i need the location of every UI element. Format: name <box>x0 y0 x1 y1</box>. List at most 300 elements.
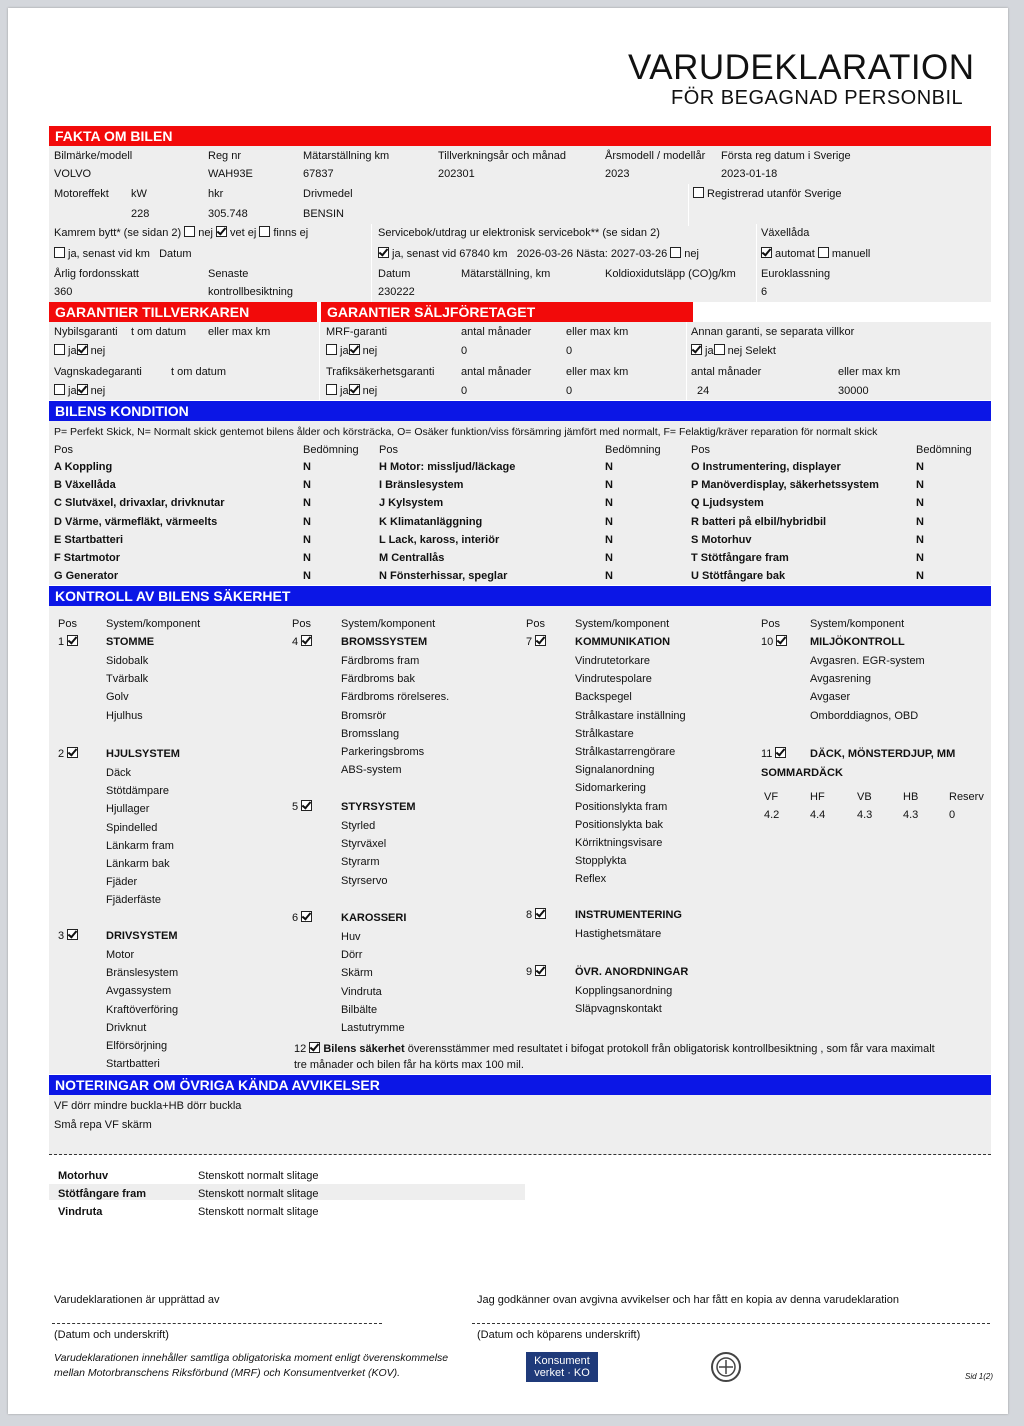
checkbox-checked-icon[interactable] <box>301 635 312 646</box>
tire-position-label: VB <box>857 791 872 803</box>
condition-item-rating: N <box>303 497 311 509</box>
group-number: 5 <box>292 801 299 813</box>
checkbox-icon[interactable] <box>326 384 337 395</box>
label-months-2: antal månader <box>461 366 532 378</box>
group-number: 8 <box>526 909 533 921</box>
label-months: antal månader <box>461 326 532 338</box>
divider <box>688 184 689 226</box>
checkbox-checked-icon[interactable] <box>216 226 227 237</box>
value-odo: 67837 <box>303 168 334 180</box>
kondition-pos-3: Pos <box>691 444 710 456</box>
group-number-4 <box>292 635 315 649</box>
tire-position-label: HB <box>903 791 919 803</box>
component-item: Hjulhus <box>106 709 143 722</box>
component-item: Färdbroms fram <box>341 655 420 667</box>
checkbox-checked-icon[interactable] <box>378 247 389 258</box>
group-number-8 <box>526 908 549 922</box>
label-annan-months: antal månader <box>691 366 762 378</box>
value-mfg: 202301 <box>438 168 475 180</box>
component-item: Startbatteri <box>106 1058 160 1071</box>
condition-item-label: D Värme, värmefläkt, värmeelts <box>54 516 218 528</box>
component-item: Bromsrör <box>341 709 387 722</box>
group-number: 3 <box>58 930 65 942</box>
gearbox-row <box>761 247 870 261</box>
label-last-inspection-2: kontrollbesiktning <box>208 286 293 298</box>
component-item: Avgasren. EGR-system <box>810 655 925 667</box>
label-service: Servicebok/utdrag ur elektronisk servicebok** (se sidan 2) <box>378 227 660 239</box>
section-header-fakta: FAKTA OM BILEN <box>49 126 991 146</box>
timing-finns-ej: finns ej <box>273 227 309 239</box>
value-kw: 228 <box>131 208 150 220</box>
component-item: Avgassystem <box>106 985 172 998</box>
document-title: VARUDEKLARATION <box>628 48 975 87</box>
group-number: 4 <box>292 636 299 648</box>
value-reg: WAH93E <box>208 168 253 180</box>
label-maxkm: eller max km <box>208 326 271 338</box>
value-first-reg: 2023-01-18 <box>721 168 778 180</box>
label-date: Datum <box>378 268 411 280</box>
vagn-nej: nej <box>90 385 106 397</box>
value-annan-km: 30000 <box>838 385 869 397</box>
condition-item-label: Q Ljudsystem <box>691 497 764 509</box>
component-item: Omborddiagnos, OBD <box>810 709 919 722</box>
section-header-garantier-saljare: GARANTIER SÄLJFÖRETAGET <box>321 302 693 322</box>
timing-ja-row <box>54 247 192 261</box>
label-last-inspection: Senaste <box>208 268 249 280</box>
component-item: Länkarm bak <box>106 858 170 870</box>
checkbox-icon[interactable] <box>693 187 704 198</box>
condition-item-label: K Klimatanläggning <box>379 516 483 528</box>
component-item: Tvärbalk <box>106 673 149 686</box>
timing-belt-row <box>54 226 308 240</box>
condition-item-rating: N <box>303 570 311 582</box>
checkbox-icon[interactable] <box>259 226 270 237</box>
checkbox-icon[interactable] <box>326 344 337 355</box>
label-reg: Reg nr <box>208 150 242 162</box>
group-number-7 <box>526 635 549 649</box>
component-item: Vindrutespolare <box>575 673 652 686</box>
condition-item-label: U Stötfångare bak <box>691 570 786 582</box>
group-title: BROMSSYSTEM <box>341 636 428 648</box>
value-annan-months: 24 <box>697 385 710 397</box>
checkbox-checked-icon[interactable] <box>535 965 546 976</box>
component-item: Dörr <box>341 949 363 962</box>
component-item: Fjäder <box>106 876 138 889</box>
checkbox-checked-icon[interactable] <box>535 635 546 646</box>
trafik-ja: ja <box>340 385 349 397</box>
condition-item-label: N Fönsterhissar, speglar <box>379 570 508 582</box>
timing-ja: ja, senast vid km <box>68 248 150 260</box>
group-number: 11 <box>761 748 773 760</box>
component-item: Färdbroms rörelseres. <box>341 691 450 704</box>
nybil-nej: nej <box>90 345 106 357</box>
component-item: Bilbälte <box>341 1003 378 1016</box>
group-number: 2 <box>58 748 65 760</box>
tire-summer-label: SOMMARDÄCK <box>761 767 843 779</box>
condition-item-label: R batteri på elbil/hybridbil <box>691 516 827 528</box>
trafik-checkboxes <box>326 384 377 398</box>
tire-depth-value: 4.4 <box>810 809 826 821</box>
note-line-2: Små repa VF skärm <box>54 1119 152 1131</box>
condition-item-label: P Manöverdisplay, säkerhetssystem <box>691 479 879 491</box>
component-item: Lastutrymme <box>341 1022 405 1034</box>
label-maxkm2: eller max km <box>566 326 629 338</box>
note-row-value: Stenskott normalt slitage <box>198 1206 319 1218</box>
component-item: Reflex <box>575 873 607 886</box>
checkbox-checked-icon[interactable] <box>301 911 312 922</box>
condition-item-label: C Slutväxel, drivaxlar, drivknutar <box>54 497 225 509</box>
component-item: Släpvagnskontakt <box>575 1003 662 1016</box>
safety-text: överensstämmer med resultatet i bifogat protokoll från obligatorisk kontrollbesiktning , som får vara maximalt <box>407 1043 935 1055</box>
checkbox-icon[interactable] <box>54 384 65 395</box>
checkbox-icon[interactable] <box>54 344 65 355</box>
group-number: 10 <box>761 636 774 648</box>
logo-line-2: verket · KO <box>534 1367 590 1379</box>
component-item: Avgaser <box>810 691 851 704</box>
condition-item-rating: N <box>605 516 613 528</box>
condition-item-rating: N <box>303 479 311 491</box>
safety-text-2: tre månader och bilen får ha körts max 100 mil. <box>294 1059 524 1071</box>
trafik-nej: nej <box>362 385 378 397</box>
kontroll-sys-2: System/komponent <box>341 618 436 630</box>
section-header-kontroll: KONTROLL AV BILENS SÄKERHET <box>49 586 991 606</box>
kontroll-sys-3: System/komponent <box>575 618 670 630</box>
checkbox-checked-icon[interactable] <box>691 344 702 355</box>
checkbox-checked-icon[interactable] <box>77 344 88 355</box>
signature-line-seller[interactable] <box>52 1323 382 1324</box>
condition-item-rating: N <box>916 461 924 473</box>
component-item: ABS-system <box>341 764 402 777</box>
group-number: 7 <box>526 636 533 648</box>
annan-checkboxes <box>691 344 776 358</box>
safety-pos: 12 <box>294 1043 307 1055</box>
footer-note-1: Varudeklarationen innehåller samtliga obligatoriska moment enligt överenskommelse <box>54 1352 449 1364</box>
document-page <box>8 8 1008 1414</box>
condition-item-rating: N <box>605 479 613 491</box>
component-item: Länkarm fram <box>106 839 174 852</box>
section-header-kondition: BILENS KONDITION <box>49 401 991 421</box>
checkbox-checked-icon[interactable] <box>77 384 88 395</box>
note-row-label: Motorhuv <box>58 1170 109 1182</box>
condition-item-rating: N <box>605 497 613 509</box>
annan-nej: nej Selekt <box>727 345 776 357</box>
divider <box>319 322 320 400</box>
label-trafik: Trafiksäkerhetsgaranti <box>326 366 435 378</box>
checkbox-icon[interactable] <box>54 247 65 258</box>
condition-item-label: H Motor: missljud/läckage <box>379 461 516 473</box>
component-item: Positionslykta fram <box>575 800 668 813</box>
component-item: Positionslykta bak <box>575 818 664 831</box>
signature-caption-right: (Datum och köparens underskrift) <box>477 1329 641 1341</box>
mrf-nej: nej <box>362 345 378 357</box>
kontroll-pos-4: Pos <box>761 618 780 630</box>
component-item: Vindrutetorkare <box>575 655 651 667</box>
condition-item-rating: N <box>605 534 613 546</box>
label-mfg: Tillverkningsår och månad <box>438 150 566 162</box>
group-title: INSTRUMENTERING <box>575 909 682 921</box>
group-title: DRIVSYSTEM <box>106 930 178 942</box>
kontroll-sys-4: System/komponent <box>810 618 905 630</box>
group-number-6 <box>292 911 315 925</box>
checkbox-icon[interactable] <box>714 344 725 355</box>
condition-item-rating: N <box>303 516 311 528</box>
condition-item-label: M Centrallås <box>379 552 445 564</box>
tire-position-label: VF <box>764 791 779 803</box>
label-tom2: t om datum <box>171 366 227 378</box>
checkbox-checked-icon[interactable] <box>309 1042 320 1053</box>
group-number-3 <box>58 929 81 943</box>
group-title: KAROSSERI <box>341 912 407 924</box>
divider <box>371 224 372 302</box>
safety-bold: Bilens säkerhet <box>323 1043 405 1055</box>
tire-depth-value: 4.3 <box>903 809 919 821</box>
checkbox-checked-icon[interactable] <box>67 747 78 758</box>
component-item: Styrväxel <box>341 838 387 851</box>
label-timing: Kamrem bytt* (se sidan 2) <box>54 227 182 239</box>
document-subtitle: FÖR BEGAGNAD PERSONBIL <box>671 87 964 109</box>
value-euro: 6 <box>761 286 768 298</box>
condition-item-rating: N <box>916 552 924 564</box>
signature-caption-left: (Datum och underskrift) <box>54 1329 169 1341</box>
vagn-ja: ja <box>68 385 77 397</box>
tire-depth-value: 0 <box>949 809 956 821</box>
value-mrf-km: 0 <box>566 345 573 357</box>
checkbox-checked-icon[interactable] <box>67 929 78 940</box>
condition-item-rating: N <box>916 497 924 509</box>
label-vagn: Vagnskadegaranti <box>54 366 142 378</box>
label-annan-km: eller max km <box>838 366 901 378</box>
gearbox-auto: automat <box>775 248 815 260</box>
label-hk: hkr <box>208 188 224 200</box>
component-item: Strålkastare inställning <box>575 709 686 722</box>
component-item: Elförsörjning <box>106 1040 168 1052</box>
note-row-value: Stenskott normalt slitage <box>198 1188 319 1200</box>
footer-left-label: Varudeklarationen är upprättad av <box>54 1294 220 1306</box>
condition-item-label: I Bränslesystem <box>379 479 464 491</box>
kontroll-pos-2: Pos <box>292 618 311 630</box>
checkbox-checked-icon[interactable] <box>775 747 786 758</box>
kontroll-pos-3: Pos <box>526 618 545 630</box>
condition-item-label: S Motorhuv <box>691 534 752 546</box>
label-odo2: Mätarställning, km <box>461 268 551 280</box>
component-item: Sidobalk <box>106 655 149 667</box>
component-item: Spindelled <box>106 821 158 834</box>
component-item: Bromsslang <box>341 727 400 740</box>
condition-item-label: A Koppling <box>54 461 113 473</box>
component-item: Styrarm <box>341 856 380 869</box>
annan-ja: ja <box>705 345 714 357</box>
condition-item-label: G Generator <box>54 570 119 582</box>
label-maxkm-3: eller max km <box>566 366 629 378</box>
tire-depth-value: 4.2 <box>764 809 780 821</box>
component-item: Skärm <box>341 967 373 980</box>
group-title: STYRSYSTEM <box>341 801 416 813</box>
dashed-divider <box>49 1154 991 1155</box>
label-mrf: MRF-garanti <box>326 326 388 338</box>
kondition-pos-2: Pos <box>379 444 398 456</box>
logo-line-1: Konsument <box>534 1355 590 1367</box>
timing-vet-ej: vet ej <box>229 227 257 239</box>
group-number: 9 <box>526 966 533 978</box>
kontroll-pos-1: Pos <box>58 618 77 630</box>
group-title: HJULSYSTEM <box>106 748 180 760</box>
label-model-year: Årsmodell / modellår <box>605 150 706 162</box>
group-title: DÄCK, MÖNSTERDJUP, MM <box>810 748 956 760</box>
label-power: Motoreffekt <box>54 188 109 200</box>
label-make: Bilmärke/modell <box>54 150 133 162</box>
service-ja-row <box>378 247 699 261</box>
component-item: Strålkastare <box>575 727 634 740</box>
component-item: Kraftöverföring <box>106 1003 179 1016</box>
condition-item-label: E Startbatteri <box>54 534 124 546</box>
condition-item-rating: N <box>605 461 613 473</box>
checkbox-checked-icon[interactable] <box>349 344 360 355</box>
component-item: Strålkastarrengörare <box>575 746 676 758</box>
kontroll-sys-1: System/komponent <box>106 618 201 630</box>
group-number-9 <box>526 965 549 979</box>
component-item: Motor <box>106 949 135 961</box>
group-number-5 <box>292 800 315 814</box>
signature-line-buyer[interactable] <box>472 1323 990 1324</box>
timing-date: Datum <box>159 248 192 260</box>
condition-item-rating: N <box>916 534 924 546</box>
value-fuel: BENSIN <box>303 208 344 220</box>
note-line-1: VF dörr mindre buckla+HB dörr buckla <box>54 1100 242 1112</box>
checkbox-icon[interactable] <box>184 226 195 237</box>
component-item: Bränslesystem <box>106 967 179 980</box>
nybil-ja: ja <box>68 345 77 357</box>
checkbox-checked-icon[interactable] <box>776 635 787 646</box>
value-make: VOLVO <box>54 168 92 180</box>
condition-item-rating: N <box>605 552 613 564</box>
divider <box>756 224 757 302</box>
label-annan: Annan garanti, se separata villkor <box>691 326 855 338</box>
label-first-reg: Första reg datum i Sverige <box>721 150 851 162</box>
group-title: MILJÖKONTROLL <box>810 636 905 648</box>
component-item: Vindruta <box>341 985 382 998</box>
group-title: ÖVR. ANORDNINGAR <box>575 966 689 978</box>
condition-item-label: B Växellåda <box>54 479 116 491</box>
nybil-checkboxes <box>54 344 105 358</box>
label-gearbox: Växellåda <box>761 227 810 239</box>
page-number: Sid 1(2) <box>965 1372 994 1381</box>
value-tax: 360 <box>54 286 73 298</box>
component-item: Styrled <box>341 820 376 832</box>
label-tom: t om datum <box>131 326 187 338</box>
reg-outside-checkbox[interactable] <box>693 187 842 201</box>
kondition-bed-3: Bedömning <box>916 444 972 456</box>
value-trafik-km: 0 <box>566 385 573 397</box>
divider <box>686 322 687 400</box>
tire-position-label: HF <box>810 791 825 803</box>
component-item: Färdbroms bak <box>341 673 415 686</box>
checkbox-checked-icon[interactable] <box>761 247 772 258</box>
checkbox-icon[interactable] <box>818 247 829 258</box>
note-row-label: Vindruta <box>58 1206 103 1218</box>
konsumentverket-logo <box>526 1352 598 1382</box>
timing-nej: nej <box>198 227 213 239</box>
condition-item-rating: N <box>303 552 311 564</box>
kondition-bed-2: Bedömning <box>605 444 661 456</box>
group-number: 1 <box>58 636 65 648</box>
component-item: Kopplingsanordning <box>575 985 673 997</box>
safety-statement <box>294 1042 935 1056</box>
component-item: Däck <box>106 767 132 779</box>
group-number-2 <box>58 747 81 761</box>
checkbox-icon[interactable] <box>670 247 681 258</box>
component-item: Drivknut <box>106 1021 147 1034</box>
condition-item-label: F Startmotor <box>54 552 120 564</box>
value-trafik-months: 0 <box>461 385 468 397</box>
group-title: STOMME <box>106 636 155 648</box>
condition-item-label: T Stötfångare fram <box>691 552 789 564</box>
tire-depth-value: 4.3 <box>857 809 873 821</box>
condition-item-rating: N <box>303 534 311 546</box>
service-ja: ja, senast vid 67840 km <box>392 248 508 260</box>
component-item: Styrservo <box>341 874 388 887</box>
note-row-value: Stenskott normalt slitage <box>198 1170 319 1182</box>
label-fuel: Drivmedel <box>303 188 353 200</box>
service-nej: nej <box>684 248 699 260</box>
condition-item-rating: N <box>916 479 924 491</box>
value-mrf-months: 0 <box>461 345 468 357</box>
component-item: Signalanordning <box>575 764 655 777</box>
mrf-ja: ja <box>340 345 349 357</box>
component-item: Avgasrening <box>810 673 871 686</box>
condition-item-label: J Kylsystem <box>379 497 444 509</box>
mrf-checkboxes <box>326 344 377 358</box>
component-item: Golv <box>106 691 129 704</box>
gearbox-manual: manuell <box>831 248 871 260</box>
group-number: 6 <box>292 912 299 924</box>
label-euro: Euroklassning <box>761 268 831 280</box>
label-co2: Koldioxidutsläpp (CO)g/km <box>605 268 736 280</box>
kondition-legend: P= Perfekt Skick, N= Normalt skick gentemot bilens ålder och körsträcka, O= Osäker funktion/viss försämring jämfört med normalt, F= Felaktig/kräver reparation för normalt skick <box>54 426 878 438</box>
condition-item-rating: N <box>916 516 924 528</box>
component-item: Huv <box>341 931 361 943</box>
component-item: Sidomarkering <box>575 782 646 795</box>
component-item: Stopplykta <box>575 855 627 868</box>
label-odo: Mätarställning km <box>303 150 390 162</box>
checkbox-checked-icon[interactable] <box>535 908 546 919</box>
value-model-year: 2023 <box>605 168 630 180</box>
checkbox-checked-icon[interactable] <box>301 800 312 811</box>
component-item: Hastighetsmätare <box>575 928 662 940</box>
label-tax: Årlig fordonsskatt <box>54 268 139 280</box>
reg-outside-label: Registrerad utanför Sverige <box>707 188 842 200</box>
checkbox-checked-icon[interactable] <box>67 635 78 646</box>
mrf-seal-icon <box>708 1351 744 1383</box>
component-item: Stötdämpare <box>106 785 169 798</box>
checkbox-checked-icon[interactable] <box>349 384 360 395</box>
service-dates: 2026-03-26 Nästa: 2027-03-26 <box>516 248 668 260</box>
section-header-noteringar: NOTERINGAR OM ÖVRIGA KÄNDA AVVIKELSER <box>49 1075 991 1095</box>
label-nybil: Nybilsgaranti <box>54 326 118 338</box>
component-item: Backspegel <box>575 691 632 704</box>
condition-item-label: O Instrumentering, displayer <box>691 461 841 473</box>
group-title: KOMMUNIKATION <box>575 636 671 648</box>
component-item: Fjäderfäste <box>106 894 162 907</box>
group-number-11 <box>761 747 789 761</box>
kondition-bed-1: Bedömning <box>303 444 359 456</box>
footer-note-2: mellan Motorbranschens Riksförbund (MRF) och Konsumentverket (KOV). <box>54 1367 401 1379</box>
note-row-label: Stötfångare fram <box>58 1188 147 1200</box>
component-item: Hjullager <box>106 803 150 816</box>
group-number-1 <box>58 635 81 649</box>
section-header-garantier-tillverkaren: GARANTIER TILLVERKAREN <box>49 302 317 322</box>
condition-item-rating: N <box>916 570 924 582</box>
tire-position-label: Reserv <box>949 791 984 803</box>
